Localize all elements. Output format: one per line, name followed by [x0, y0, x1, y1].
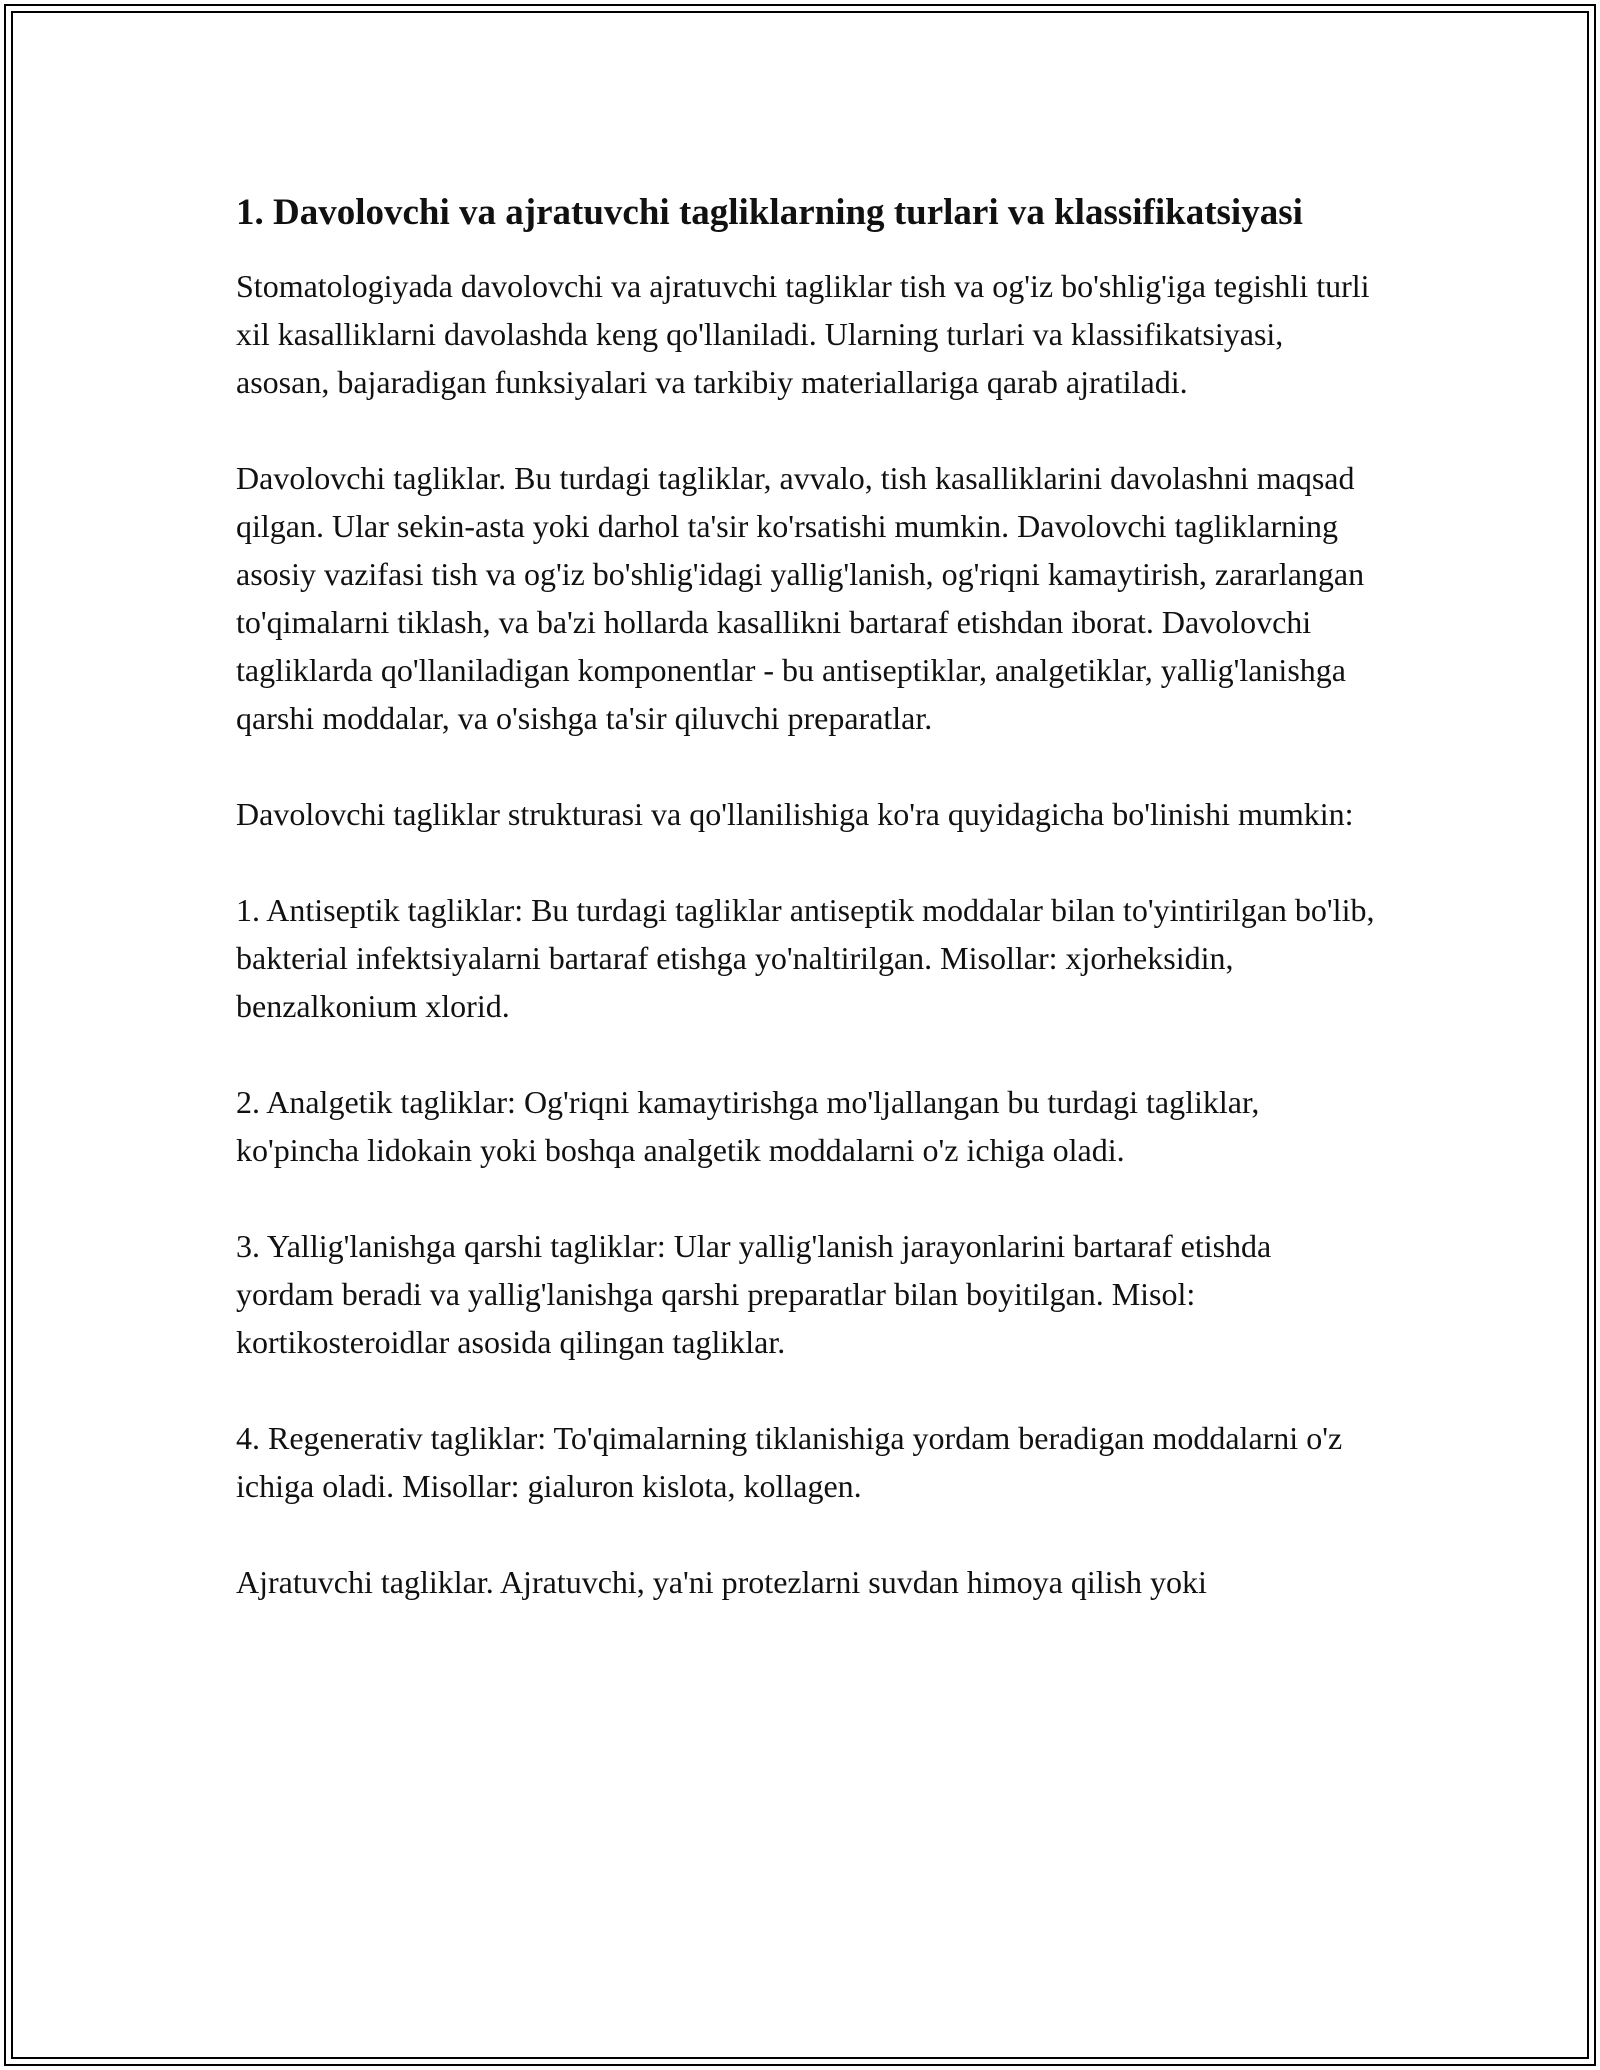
paragraph-ajratuvchi: Ajratuvchi tagliklar. Ajratuvchi, ya'ni protezlarni suvdan himoya qilish yoki: [236, 1564, 1207, 1600]
paragraph-intro: Stomatologiyada davolovchi va ajratuvchi tagliklar tish va og'iz bo'shlig'iga tegishli turli xil kasalliklarni davolashda keng qo'llaniladi. Ularning turlari va klassifikatsiyasi, asosan, bajaradigan funksiyalari va tarkibiy materiallariga qarab ajratiladi.: [236, 268, 1370, 400]
list-item-antiseptik: 1. Antiseptik tagliklar: Bu turdagi tagliklar antiseptik moddalar bilan to'yintirilgan bo'lib, bakterial infektsiyalarni bartaraf etishga yo'naltirilgan. Misollar: xjorheksidin, benzalkonium xlorid.: [236, 892, 1375, 1024]
list-item-yalliglanish: 3. Yallig'lanishga qarshi tagliklar: Ular yallig'lanish jarayonlarini bartaraf etishda yordam beradi va yallig'lanishga qarshi preparatlar bilan boyitilgan. Misol: kortikosteroidlar asosida qilingan tagliklar.: [236, 1228, 1272, 1360]
list-item-analgetik: 2. Analgetik tagliklar: Og'riqni kamaytirishga mo'ljallangan bu turdagi tagliklar, ko'pincha lidokain yoki boshqa analgetik moddalarni o'z ichiga oladi.: [236, 1084, 1260, 1168]
list-item-regenerativ: 4. Regenerativ tagliklar: To'qimalarning tiklanishiga yordam beradigan moddalarni o'z ichiga oladi. Misollar: gialuron kislota, kollagen.: [236, 1420, 1343, 1504]
paragraph-structure: Davolovchi tagliklar strukturasi va qo'llanilishiga ko'ra quyidagicha bo'linishi mumkin:: [236, 796, 1354, 832]
paragraph-davolovchi: Davolovchi tagliklar. Bu turdagi tagliklar, avvalo, tish kasalliklarini davolashni maqsad qilgan. Ular sekin-asta yoki darhol ta'sir ko'rsatishi mumkin. Davolovchi tagliklarning asosiy vazifasi tish va og'iz bo'shlig'idagi yallig'lanish, og'riqni kamaytirish, zararlangan to'qimalarni tiklash, va ba'zi hollarda kasallikni bartaraf etishdan iborat. Davolovchi tagliklarda qo'llaniladigan komponentlar - bu antiseptiklar, analgetiklar, yallig'lanishga qarshi moddalar, va o'sishga ta'sir qiluvchi preparatlar.: [236, 460, 1365, 736]
document-body: [236, 186, 1376, 1606]
section-heading: 1. Davolovchi va ajratuvchi tagliklarning turlari va klassifikatsiyasi: [236, 192, 1303, 233]
